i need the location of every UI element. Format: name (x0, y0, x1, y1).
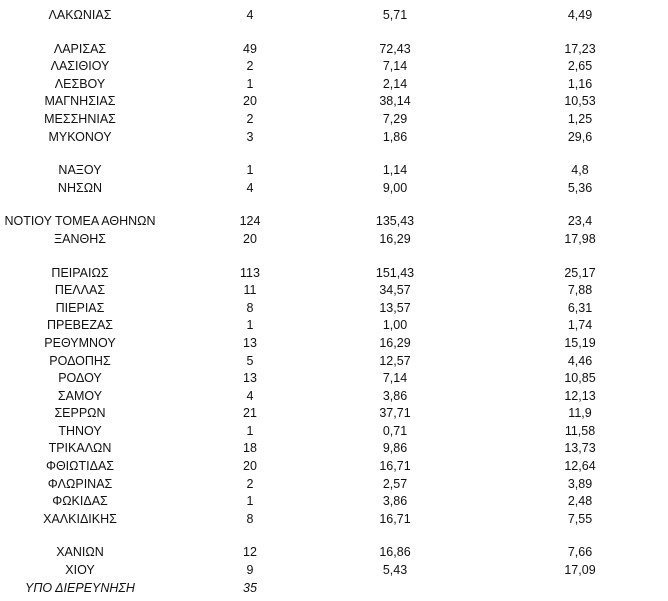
region-name-cell: ΠΙΕΡΙΑΣ (55, 300, 105, 315)
value-2-cell: 5,36 (567, 180, 593, 195)
case-count-cell: 2 (246, 476, 254, 491)
value-2-cell: 4,8 (571, 163, 589, 178)
value-1-cell: 7,14 (382, 371, 408, 386)
value-2-cell: 15,19 (564, 335, 596, 350)
case-count-cell: 8 (246, 511, 254, 526)
region-name-cell: ΤΡΙΚΑΛΩΝ (48, 441, 112, 456)
table-row (0, 162, 668, 180)
table-row (0, 41, 668, 59)
value-2-cell: 13,73 (564, 441, 596, 456)
table-row (0, 388, 668, 406)
value-1-cell: 16,29 (379, 335, 411, 350)
value-1-cell: 38,14 (379, 94, 411, 109)
data-table (0, 7, 668, 597)
value-1-cell: 1,00 (382, 318, 408, 333)
region-name-cell: ΞΑΝΘΗΣ (54, 231, 106, 246)
case-count-cell: 4 (246, 180, 254, 195)
case-count-cell: 113 (240, 265, 260, 280)
value-1-cell: 3,86 (382, 494, 408, 509)
region-name-cell: ΦΘΙΩΤΙΔΑΣ (45, 459, 115, 474)
value-1-cell: 2,57 (382, 476, 408, 491)
value-2-cell: 29,6 (567, 129, 593, 144)
region-name-cell: ΧΑΝΙΩΝ (56, 545, 104, 560)
case-count-cell: 2 (246, 111, 254, 126)
value-1-cell: 16,86 (379, 545, 411, 560)
region-name-cell: ΜΑΓΝΗΣΙΑΣ (44, 94, 116, 109)
case-count-cell: 4 (246, 8, 254, 22)
value-1-cell: 12,57 (379, 353, 411, 368)
value-2-cell: 1,16 (567, 76, 593, 91)
value-1-cell: 1,14 (382, 163, 408, 178)
value-2-cell: 10,85 (564, 371, 596, 386)
table-row (0, 353, 668, 371)
value-1-cell: 9,86 (382, 441, 408, 456)
value-1-cell: 7,29 (382, 111, 408, 126)
value-1-cell: 5,43 (382, 563, 408, 578)
case-count-cell: 4 (246, 388, 254, 403)
table-row (0, 213, 668, 231)
value-1-cell: 151,43 (375, 265, 415, 280)
value-2-cell: 25,17 (564, 265, 596, 280)
region-name-cell: ΝΑΞΟΥ (58, 163, 102, 178)
value-2-cell: 4,46 (567, 353, 593, 368)
value-2-cell: 2,48 (567, 494, 593, 509)
region-name-cell: ΡΕΘΥΜΝΟΥ (44, 335, 116, 350)
region-name-cell: ΠΕΙΡΑΙΩΣ (51, 265, 109, 280)
value-2-cell: 7,55 (567, 511, 593, 526)
case-count-cell: 49 (243, 41, 257, 56)
table-row (0, 129, 668, 147)
case-count-cell: 20 (243, 231, 257, 246)
case-count-cell: 3 (246, 129, 254, 144)
region-name-cell: ΛΑΚΩΝΙΑΣ (48, 8, 112, 22)
case-count-cell: 20 (243, 459, 257, 474)
table-row (0, 511, 668, 529)
table-row (0, 440, 668, 458)
value-1-cell: 37,71 (379, 406, 411, 421)
value-2-cell: 11,58 (564, 423, 596, 438)
case-count-cell: 1 (246, 163, 254, 178)
region-name-cell: ΜΥΚΟΝΟΥ (48, 129, 112, 144)
table-row (0, 282, 668, 300)
value-2-cell: 12,64 (564, 459, 596, 474)
case-count-cell: 2 (246, 59, 254, 74)
case-count-cell: 20 (243, 94, 257, 109)
region-name-cell: ΧΑΛΚΙΔΙΚΗΣ (43, 511, 117, 526)
region-name-cell: ΝΗΣΩΝ (57, 180, 103, 195)
case-count-cell: 13 (243, 335, 257, 350)
value-1-cell: 16,29 (379, 231, 411, 246)
footer-row (0, 580, 668, 598)
table-row (0, 493, 668, 511)
table-row (0, 265, 668, 283)
value-2-cell: 3,89 (567, 476, 593, 491)
value-2-cell: 7,66 (567, 545, 593, 560)
value-2-cell: 17,98 (564, 231, 596, 246)
value-2-cell: 10,53 (564, 94, 596, 109)
value-1-cell: 13,57 (379, 300, 411, 315)
value-1-cell: 1,86 (382, 129, 408, 144)
case-count-cell: 124 (239, 214, 261, 229)
value-1-cell: 9,00 (382, 180, 408, 195)
value-2-cell: 12,13 (564, 388, 596, 403)
table-row (0, 370, 668, 388)
value-2-cell: 7,88 (567, 283, 593, 298)
value-2-cell: 23,4 (567, 214, 593, 229)
case-count-cell: 21 (243, 406, 257, 421)
table-row (0, 7, 668, 25)
table-row (0, 58, 668, 76)
value-1-cell: 34,57 (379, 283, 411, 298)
region-name-cell: ΦΩΚΙΔΑΣ (52, 494, 108, 509)
region-name-cell: ΜΕΣΣΗΝΙΑΣ (44, 111, 116, 126)
region-name-cell: ΛΑΣΙΘΙΟΥ (50, 59, 110, 74)
case-count-cell: 9 (246, 563, 254, 578)
table-row (0, 93, 668, 111)
table-row (0, 111, 668, 129)
region-name-cell: ΠΕΛΛΑΣ (54, 283, 106, 298)
case-count-cell: 13 (243, 371, 257, 386)
table-row (0, 76, 668, 94)
value-1-cell: 2,14 (382, 76, 408, 91)
table-row (0, 231, 668, 249)
value-1-cell: 0,71 (382, 423, 408, 438)
region-name-cell: ΣΕΡΡΩΝ (54, 406, 106, 421)
table-row (0, 458, 668, 476)
value-2-cell: 11,9 (568, 406, 592, 421)
value-1-cell: 3,86 (382, 388, 408, 403)
table-row (0, 335, 668, 353)
table-row (0, 405, 668, 423)
case-count-cell: 18 (243, 441, 257, 456)
table-row (0, 423, 668, 441)
case-count-cell: 35 (243, 580, 257, 595)
case-count-cell: 8 (246, 300, 254, 315)
region-name-cell: ΠΡΕΒΕΖΑΣ (46, 318, 114, 333)
value-2-cell: 17,09 (564, 563, 596, 578)
value-2-cell: 17,23 (564, 41, 596, 56)
case-count-cell: 1 (246, 494, 254, 509)
region-name-cell: ΛΑΡΙΣΑΣ (53, 41, 107, 56)
table-row (0, 476, 668, 494)
value-1-cell: 72,43 (379, 41, 411, 56)
value-1-cell: 5,71 (382, 8, 408, 22)
value-2-cell: 1,25 (567, 111, 593, 126)
region-name-cell: ΡΟΔΟΥ (58, 371, 102, 386)
region-name-cell: ΛΕΣΒΟΥ (54, 76, 106, 91)
region-name-cell: ΦΛΩΡΙΝΑΣ (47, 476, 113, 491)
case-count-cell: 12 (243, 545, 257, 560)
case-count-cell: 11 (243, 283, 257, 298)
value-1-cell: 135,43 (375, 214, 415, 229)
value-2-cell: 1,74 (567, 318, 593, 333)
value-1-cell: 16,71 (379, 459, 411, 474)
case-count-cell: 1 (246, 318, 254, 333)
region-name-cell: ΡΟΔΟΠΗΣ (49, 353, 111, 368)
region-name-cell: ΝΟΤΙΟΥ ΤΟΜΕΑ ΑΘΗΝΩΝ (4, 214, 156, 229)
case-count-cell: 1 (246, 423, 254, 438)
region-name-cell: ΣΑΜΟΥ (57, 388, 103, 403)
table-row (0, 562, 668, 580)
table-row (0, 180, 668, 198)
table-row (0, 317, 668, 335)
value-2-cell: 6,31 (567, 300, 593, 315)
region-name-cell: ΧΙΟΥ (65, 563, 95, 578)
value-1-cell: 16,71 (379, 511, 411, 526)
region-name-cell: ΤΗΝΟΥ (58, 423, 102, 438)
table-row (0, 544, 668, 562)
region-name-cell: ΥΠΟ ΔΙΕΡΕΥΝΗΣΗ (25, 580, 135, 595)
value-2-cell: 4,49 (567, 8, 593, 22)
value-2-cell: 2,65 (567, 59, 593, 74)
case-count-cell: 1 (246, 76, 254, 91)
case-count-cell: 5 (246, 353, 254, 368)
table-row (0, 300, 668, 318)
value-1-cell: 7,14 (382, 59, 408, 74)
